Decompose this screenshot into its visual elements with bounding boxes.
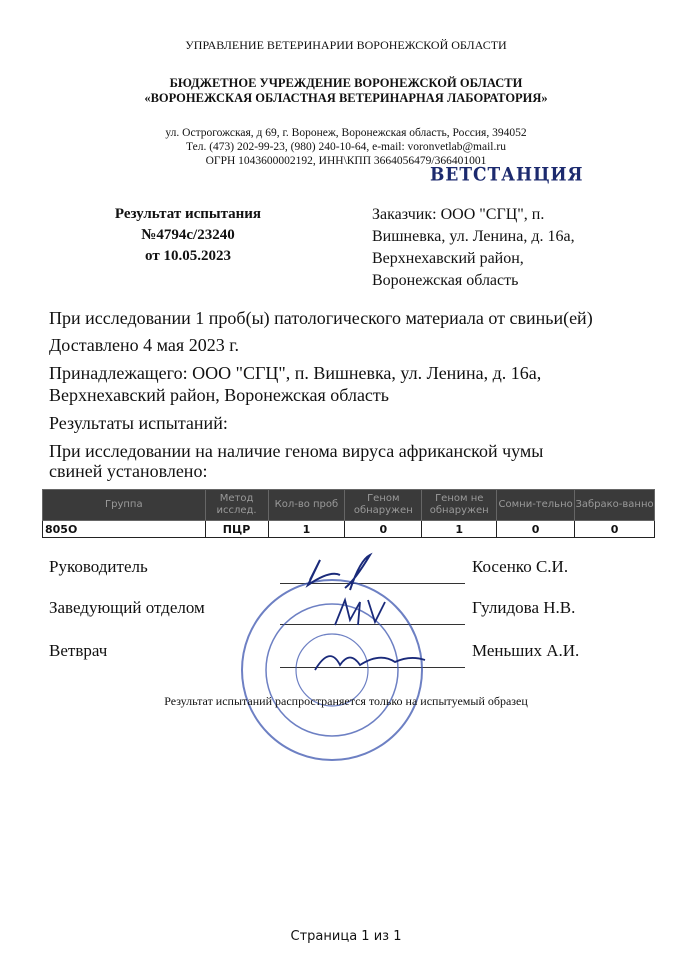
footer-note: Результат испытаний распространяется только на испытуемый образец	[164, 694, 528, 708]
col-header: Метод исслед.	[205, 490, 268, 521]
results-intro	[49, 441, 669, 481]
org-line2: «ВОРОНЕЖСКАЯ ОБЛАСТНАЯ ВЕТЕРИНАРНАЯ ЛАБОРАТОРИЯ»	[144, 91, 548, 105]
customer-line: Воронежская область	[372, 272, 519, 289]
col-header: Геном обнаружен	[345, 490, 422, 521]
cell: 0	[497, 521, 575, 538]
owner-line: Принадлежащего: ООО "СГЦ", п. Вишневка, ул. Ленина, д. 16а,	[49, 363, 542, 383]
cell: 0	[345, 521, 422, 538]
owner-line: Верхнехавский район, Воронежская область	[49, 385, 389, 405]
signature-role: Заведующий отделом	[49, 598, 205, 617]
signature-3	[315, 656, 425, 670]
customer-block	[372, 204, 672, 292]
customer-line: Верхнехавский район,	[372, 250, 524, 267]
results-label: Результаты испытаний:	[49, 413, 228, 433]
owner-info	[49, 362, 669, 406]
delivery-date: Доставлено 4 мая 2023 г.	[49, 335, 240, 355]
cell: 805О	[43, 521, 206, 538]
result-date: от 10.05.2023	[145, 248, 231, 264]
intro-line: При исследовании на наличие генома вируса африканской чумы	[49, 441, 544, 461]
signature-role: Ветврач	[49, 641, 108, 660]
address: ул. Острогожская, д 69, г. Воронеж, Воронежская область, Россия, 394052	[165, 127, 527, 139]
ogrn: ОГРН 1043600002192, ИНН\КПП 3664056479/366401001	[205, 155, 487, 167]
signature-name: Косенко С.И.	[472, 557, 569, 576]
phone: Тел. (473) 202-99-23, (980) 240-10-64, e-mail: voronvetlab@mail.ru	[186, 141, 506, 153]
cell: 1	[268, 521, 345, 538]
signature-name: Меньших А.И.	[472, 641, 580, 660]
page-number: Страница 1 из 1	[290, 929, 402, 944]
round-stamp	[242, 580, 422, 760]
stamp-and-signatures	[220, 540, 460, 790]
table-row	[43, 521, 655, 538]
result-title: Результат испытания	[114, 206, 262, 222]
col-header: Забрако-ванно	[575, 490, 655, 521]
organization-name	[0, 76, 692, 106]
result-number: №4794с/23240	[141, 227, 235, 243]
ministry-title: УПРАВЛЕНИЕ ВЕТЕРИНАРИИ ВОРОНЕЖСКОЙ ОБЛАСТИ	[185, 38, 507, 52]
org-line1: БЮДЖЕТНОЕ УЧРЕЖДЕНИЕ ВОРОНЕЖСКОЙ ОБЛАСТИ	[169, 76, 523, 90]
signature-role: Руководитель	[49, 557, 148, 576]
col-header: Группа	[43, 490, 206, 521]
col-header: Кол-во проб	[268, 490, 345, 521]
col-header: Сомни-тельно	[497, 490, 575, 521]
cell: 0	[575, 521, 655, 538]
vetstation-stamp: ВЕТСТАНЦИЯ	[430, 164, 584, 186]
customer-line: Заказчик: ООО "СГЦ", п.	[372, 206, 545, 223]
sample-info: При исследовании 1 проб(ы) патологического материала от свиньи(ей)	[49, 308, 593, 328]
results-table	[42, 489, 655, 538]
table-header-row	[43, 490, 655, 521]
contact-block	[0, 126, 692, 168]
result-heading	[88, 204, 288, 267]
customer-line: Вишневка, ул. Ленина, д. 16а,	[372, 228, 575, 245]
cell: 1	[422, 521, 497, 538]
cell: ПЦР	[205, 521, 268, 538]
intro-line: свиней установлено:	[49, 461, 208, 481]
col-header: Геном не обнаружен	[422, 490, 497, 521]
signature-name: Гулидова Н.В.	[472, 598, 576, 617]
